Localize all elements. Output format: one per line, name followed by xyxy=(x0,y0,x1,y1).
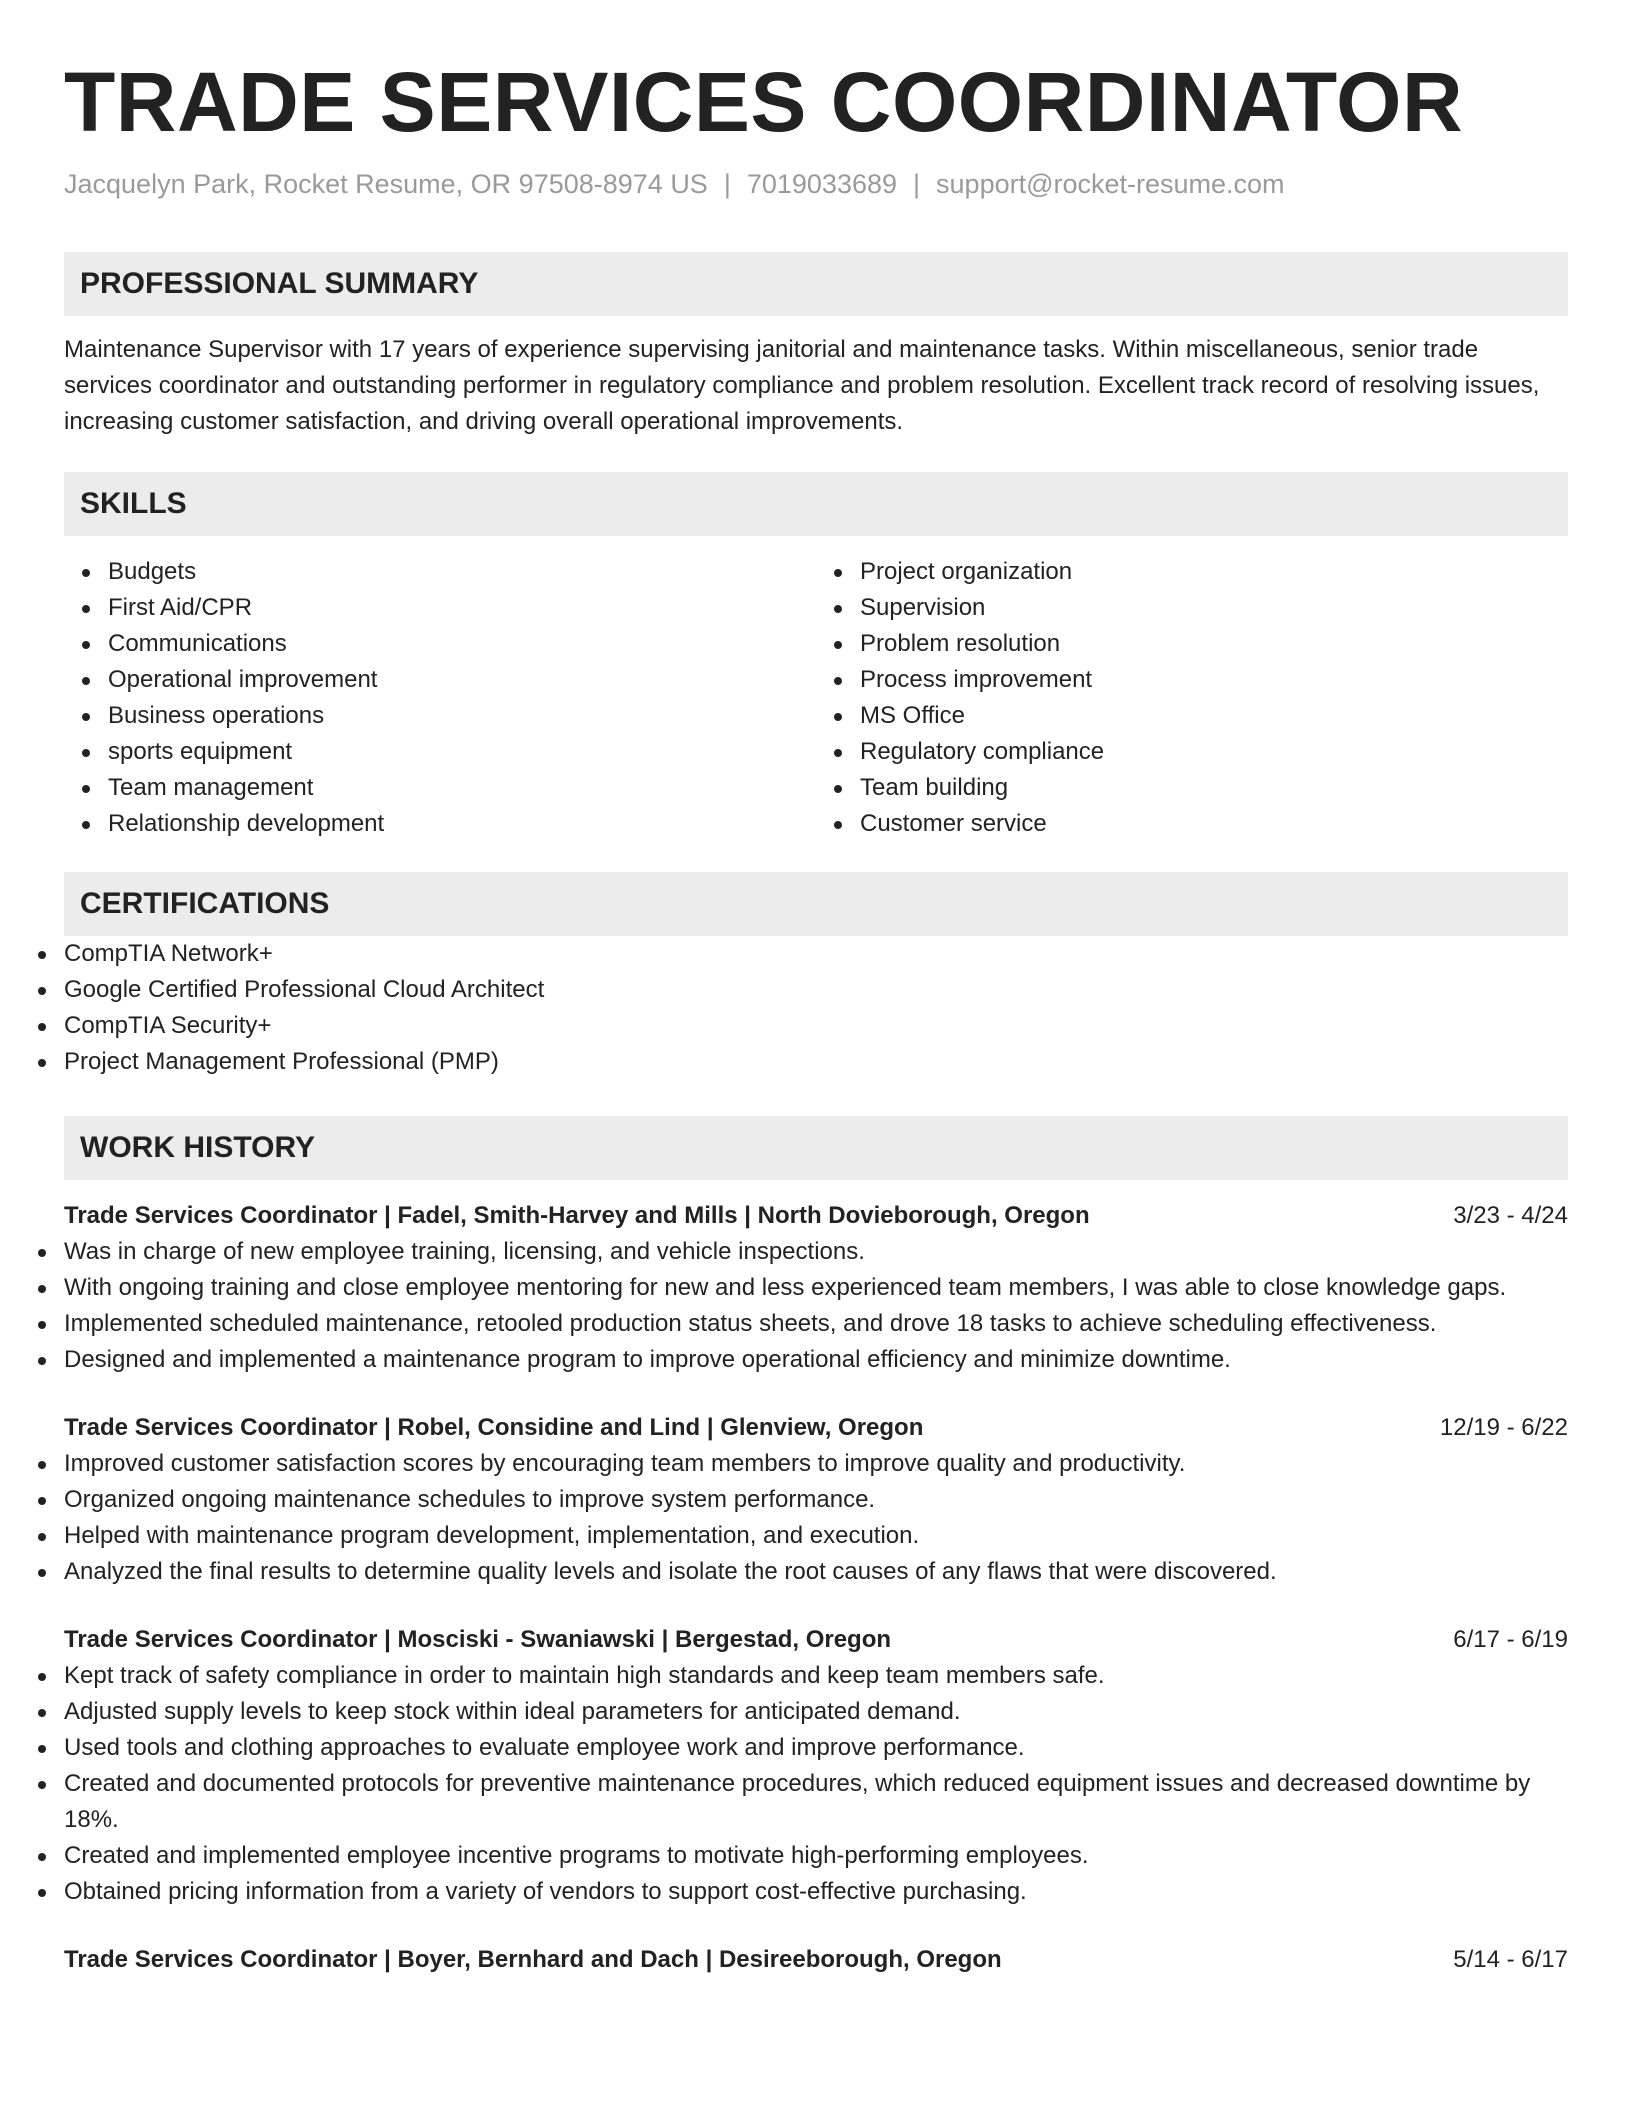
job-entry xyxy=(64,1198,1568,1378)
contact-line xyxy=(64,166,1568,202)
contact-phone: 7019033689 xyxy=(746,169,898,199)
skill-item: Business operations xyxy=(108,698,816,734)
job-bullet: Designed and implemented a maintenance program to improve operational efficiency and minimize downtime. xyxy=(64,1342,1568,1378)
skills-column-left xyxy=(64,554,816,842)
skill-item: Process improvement xyxy=(860,662,1568,698)
job-bullet: Implemented scheduled maintenance, retooled production status sheets, and drove 18 tasks to achieve scheduling effectiveness. xyxy=(64,1306,1568,1342)
job-dates: 3/23 - 4/24 xyxy=(1453,1202,1568,1229)
skill-item: Problem resolution xyxy=(860,626,1568,662)
skills-column-right xyxy=(816,554,1568,842)
job-entry xyxy=(64,1942,1568,1978)
contact-separator: | xyxy=(723,169,731,199)
summary-text: Maintenance Supervisor with 17 years of experience supervising janitorial and maintenance tasks. Within miscellaneous, senior trade services coordinator and outstanding performer in regulatory compliance and problem resolution. Excellent track record of resolving issues, increasing customer satisfaction, and driving overall operational improvements. xyxy=(64,336,1540,435)
skill-item: Relationship development xyxy=(108,806,816,842)
job-header xyxy=(64,1410,1568,1446)
certification-item: Project Management Professional (PMP) xyxy=(64,1044,1568,1080)
skill-item: Operational improvement xyxy=(108,662,816,698)
job-dates: 6/17 - 6/19 xyxy=(1453,1626,1568,1653)
job-bullets xyxy=(64,1446,1568,1590)
job-bullet: Created and documented protocols for preventive maintenance procedures, which reduced equipment issues and decreased downtime by 18%. xyxy=(64,1766,1568,1838)
section-header-skills: SKILLS xyxy=(64,472,1568,536)
skill-item: Budgets xyxy=(108,554,816,590)
job-bullet: Adjusted supply levels to keep stock within ideal parameters for anticipated demand. xyxy=(64,1694,1568,1730)
job-title: Trade Services Coordinator | Boyer, Bernhard and Dach | Desireeborough, Oregon xyxy=(64,1946,1002,1973)
certifications-list xyxy=(64,936,1568,1080)
skill-item: Customer service xyxy=(860,806,1568,842)
job-dates: 5/14 - 6/17 xyxy=(1453,1946,1568,1973)
job-bullet: Obtained pricing information from a variety of vendors to support cost-effective purchasing. xyxy=(64,1874,1568,1910)
job-bullets xyxy=(64,1658,1568,1910)
job-bullet: Was in charge of new employee training, licensing, and vehicle inspections. xyxy=(64,1234,1568,1270)
skill-item: MS Office xyxy=(860,698,1568,734)
resume-title: TRADE SERVICES COORDINATOR xyxy=(64,55,1464,149)
job-header xyxy=(64,1198,1568,1234)
job-bullet: Created and implemented employee incentive programs to motivate high-performing employees. xyxy=(64,1838,1568,1874)
contact-separator: | xyxy=(913,169,921,199)
job-bullet: With ongoing training and close employee mentoring for new and less experienced team members, I was able to close knowledge gaps. xyxy=(64,1270,1568,1306)
skill-item: Team building xyxy=(860,770,1568,806)
skill-item: Team management xyxy=(108,770,816,806)
job-bullet: Helped with maintenance program development, implementation, and execution. xyxy=(64,1518,1568,1554)
skill-item: Project organization xyxy=(860,554,1568,590)
job-bullet: Used tools and clothing approaches to evaluate employee work and improve performance. xyxy=(64,1730,1568,1766)
job-title: Trade Services Coordinator | Mosciski - Swaniawski | Bergestad, Oregon xyxy=(64,1626,892,1653)
skills-list-right xyxy=(860,554,1568,842)
skill-item: Supervision xyxy=(860,590,1568,626)
skill-item: Regulatory compliance xyxy=(860,734,1568,770)
skills-grid xyxy=(64,554,1568,842)
skill-item: sports equipment xyxy=(108,734,816,770)
section-header-summary: PROFESSIONAL SUMMARY xyxy=(64,252,1568,316)
certification-item: CompTIA Security+ xyxy=(64,1008,1568,1044)
job-bullet: Kept track of safety compliance in order to maintain high standards and keep team members safe. xyxy=(64,1658,1568,1694)
job-entry xyxy=(64,1410,1568,1590)
job-bullet: Analyzed the final results to determine quality levels and isolate the root causes of any flaws that were discovered. xyxy=(64,1554,1568,1590)
section-header-certifications: CERTIFICATIONS xyxy=(64,872,1568,936)
skills-list-left xyxy=(108,554,816,842)
contact-address: Jacquelyn Park, Rocket Resume, OR 97508-8974 US xyxy=(64,169,708,199)
job-title: Trade Services Coordinator | Fadel, Smith-Harvey and Mills | North Dovieborough, Oregon xyxy=(64,1202,1090,1229)
job-header xyxy=(64,1622,1568,1658)
job-title: Trade Services Coordinator | Robel, Considine and Lind | Glenview, Oregon xyxy=(64,1414,924,1441)
job-header xyxy=(64,1942,1568,1978)
skill-item: First Aid/CPR xyxy=(108,590,816,626)
certification-item: Google Certified Professional Cloud Architect xyxy=(64,972,1568,1008)
job-bullet: Improved customer satisfaction scores by encouraging team members to improve quality and productivity. xyxy=(64,1446,1568,1482)
contact-email: support@rocket-resume.com xyxy=(936,169,1285,199)
job-bullets xyxy=(64,1234,1568,1378)
job-dates: 12/19 - 6/22 xyxy=(1439,1414,1568,1441)
certification-item: CompTIA Network+ xyxy=(64,936,1568,972)
skill-item: Communications xyxy=(108,626,816,662)
job-entry xyxy=(64,1622,1568,1910)
job-bullet: Organized ongoing maintenance schedules to improve system performance. xyxy=(64,1482,1568,1518)
section-header-work-history: WORK HISTORY xyxy=(64,1116,1568,1180)
